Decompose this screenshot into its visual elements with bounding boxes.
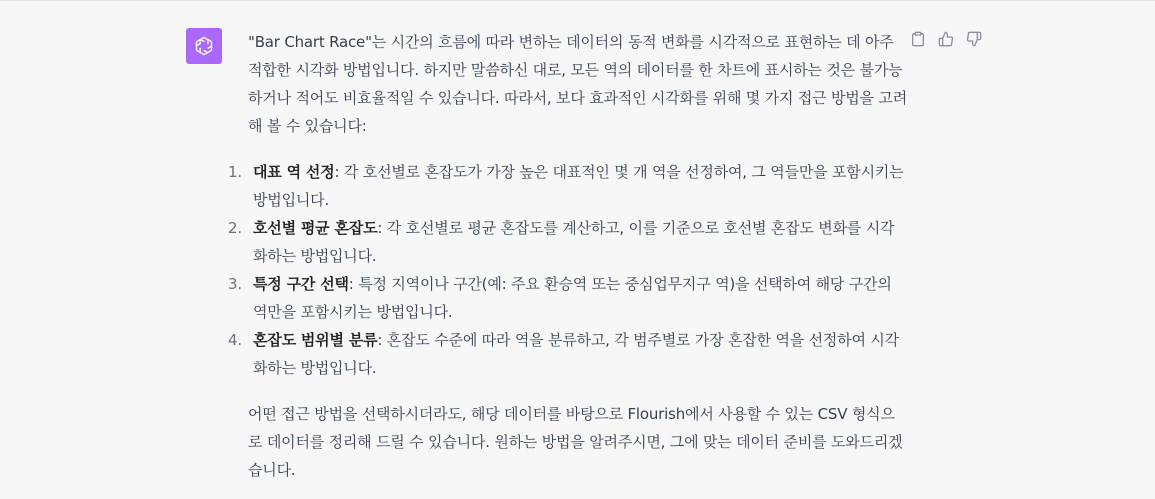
thumbs-down-icon: [966, 31, 982, 47]
copy-button[interactable]: [908, 29, 928, 49]
list-item: [228, 270, 908, 326]
message-actions: [908, 29, 984, 49]
list-item-text: : 각 호선별로 혼잡도가 가장 높은 대표적인 몇 개 역을 선정하여, 그 역들만을 포함시키는 방법입니다.: [253, 163, 904, 209]
list-number: 2.: [228, 219, 242, 237]
list-number: 4.: [228, 331, 242, 349]
approach-list: [228, 158, 908, 382]
thumbs-up-button[interactable]: [936, 29, 956, 49]
list-item: [228, 326, 908, 382]
list-number: 3.: [228, 275, 242, 293]
assistant-avatar: [186, 28, 222, 64]
thumbs-up-icon: [938, 31, 954, 47]
list-item-text: : 특정 지역이나 구간(예: 주요 환승역 또는 중심업무지구 역)을 선택하여 해당 구간의 역만을 포함시키는 방법입니다.: [253, 275, 892, 321]
message-outro: 어떤 접근 방법을 선택하시더라도, 해당 데이터를 바탕으로 Flourish에서 사용할 수 있는 CSV 형식으로 데이터를 정리해 드릴 수 있습니다. 원하는 방법을 알려주시면, 그에 맞는 데이터 준비를 도와드리겠습니다.: [248, 405, 903, 479]
list-item-title: 특정 구간 선택: [253, 275, 349, 293]
top-divider: [0, 0, 1155, 1]
list-item-text: : 각 호선별로 평균 혼잡도를 계산하고, 이를 기준으로 호선별 혼잡도 변화를 시각화하는 방법입니다.: [253, 219, 895, 265]
clipboard-icon: [910, 31, 926, 47]
list-item-text: : 혼잡도 수준에 따라 역을 분류하고, 각 범주별로 가장 혼잡한 역을 선정하여 시각화하는 방법입니다.: [253, 331, 899, 377]
list-item: [228, 214, 908, 270]
message-intro: "Bar Chart Race"는 시간의 흐름에 따라 변하는 데이터의 동적 변화를 시각적으로 표현하는 데 아주 적합한 시각화 방법입니다. 하지만 말씀하신 대로, 모든 역의 데이터를 한 차트에 표시하는 것은 불가능하거나 적어도 비효율적일 수 있습니다. 따라서, 보다 효과적인 시각화를 위해 몇 가지 접근 방법을 고려해 볼 수 있습니다:: [248, 33, 907, 135]
assistant-message: [228, 28, 908, 484]
list-item-title: 호선별 평균 혼잡도: [253, 219, 378, 237]
list-item-title: 대표 역 선정: [253, 163, 335, 181]
thumbs-down-button[interactable]: [964, 29, 984, 49]
list-number: 1.: [228, 163, 242, 181]
list-item-title: 혼잡도 범위별 분류: [253, 331, 378, 349]
openai-logo-icon: [193, 35, 215, 57]
list-item: [228, 158, 908, 214]
